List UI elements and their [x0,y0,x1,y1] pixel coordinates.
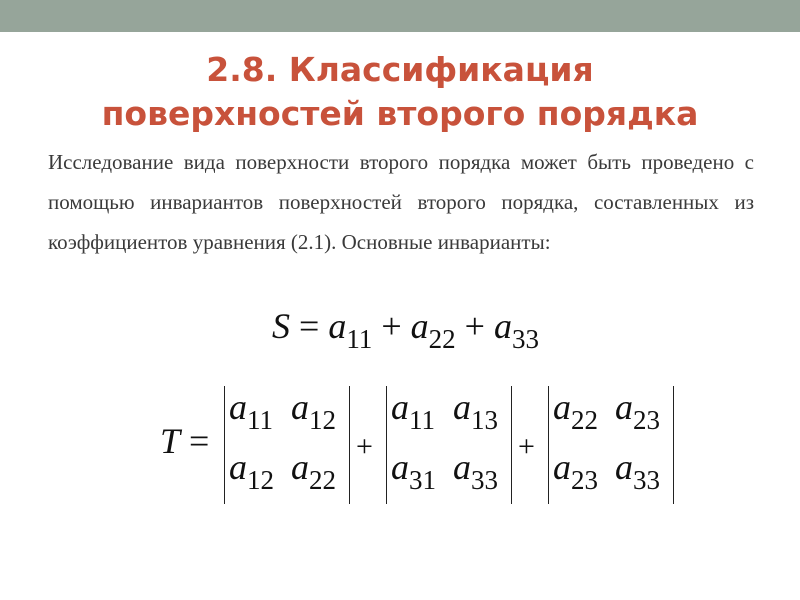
det1-cell-21 [229,446,274,495]
det3-cell-11-var: a [553,387,571,427]
det1-cell-12-sub: 12 [309,405,336,435]
det2-cell-21-var: a [391,447,409,487]
determinant-2 [386,386,512,504]
det2-cell-22-sub: 33 [471,465,498,495]
det3-cell-21 [553,446,598,495]
det2-cell-11 [391,386,435,435]
s-plus-1: + [381,306,402,346]
det3-cell-11-sub: 22 [571,405,598,435]
formula-s [272,305,539,354]
det1-cell-22 [291,446,336,495]
t-plus-1: + [356,430,373,463]
det2-cell-22-var: a [453,447,471,487]
det2-cell-12-sub: 13 [471,405,498,435]
s-term-1-sub: 11 [346,324,373,354]
det3-cell-22-var: a [615,447,633,487]
det2-cell-11-var: a [391,387,409,427]
top-bar [0,0,800,32]
determinant-1 [224,386,350,504]
s-term-1-var: a [328,306,347,346]
det1-cell-21-sub: 12 [247,465,274,495]
s-term-2-sub: 22 [428,324,456,354]
det2-cell-21 [391,446,436,495]
det3-cell-12-sub: 23 [633,405,660,435]
det3-cell-21-var: a [553,447,571,487]
det2-cell-21-sub: 31 [409,465,436,495]
s-equals: = [299,306,320,346]
det3-cell-22-sub: 33 [633,465,660,495]
s-term-3-var: a [493,306,512,346]
s-plus-2: + [464,306,485,346]
det1-cell-11 [229,386,273,435]
formula-t-lhs [160,420,209,462]
det3-cell-12 [615,386,660,435]
body-paragraph: Исследование вида поверхности второго порядка может быть проведено с помощью инвариантов поверхностей второго порядка, составленных из коэффициентов уравнения (2.1). Основные инварианты: [48,150,754,254]
title-line-1: 2.8. Классификация [206,50,594,89]
det2-cell-22 [453,446,498,495]
s-lhs: S [272,306,290,346]
det3-cell-21-sub: 23 [571,465,598,495]
det1-cell-22-sub: 22 [309,465,336,495]
det3-cell-12-var: a [615,387,633,427]
det1-cell-11-var: a [229,387,247,427]
det1-cell-12-var: a [291,387,309,427]
s-term-3-sub: 33 [511,324,539,354]
det1-cell-22-var: a [291,447,309,487]
det2-cell-12 [453,386,498,435]
title-line-2: поверхностей второго порядка [101,94,699,133]
s-term-2-var: a [410,306,429,346]
t-equals: = [189,421,210,461]
t-plus-2: + [518,430,535,463]
t-lhs: T [160,421,181,461]
det2-cell-12-var: a [453,387,471,427]
det3-cell-22 [615,446,660,495]
det1-cell-11-sub: 11 [247,405,273,435]
det2-cell-11-sub: 11 [409,405,435,435]
slide-title [0,48,800,136]
det3-cell-11 [553,386,598,435]
determinant-3 [548,386,674,504]
det1-cell-21-var: a [229,447,247,487]
det1-cell-12 [291,386,336,435]
